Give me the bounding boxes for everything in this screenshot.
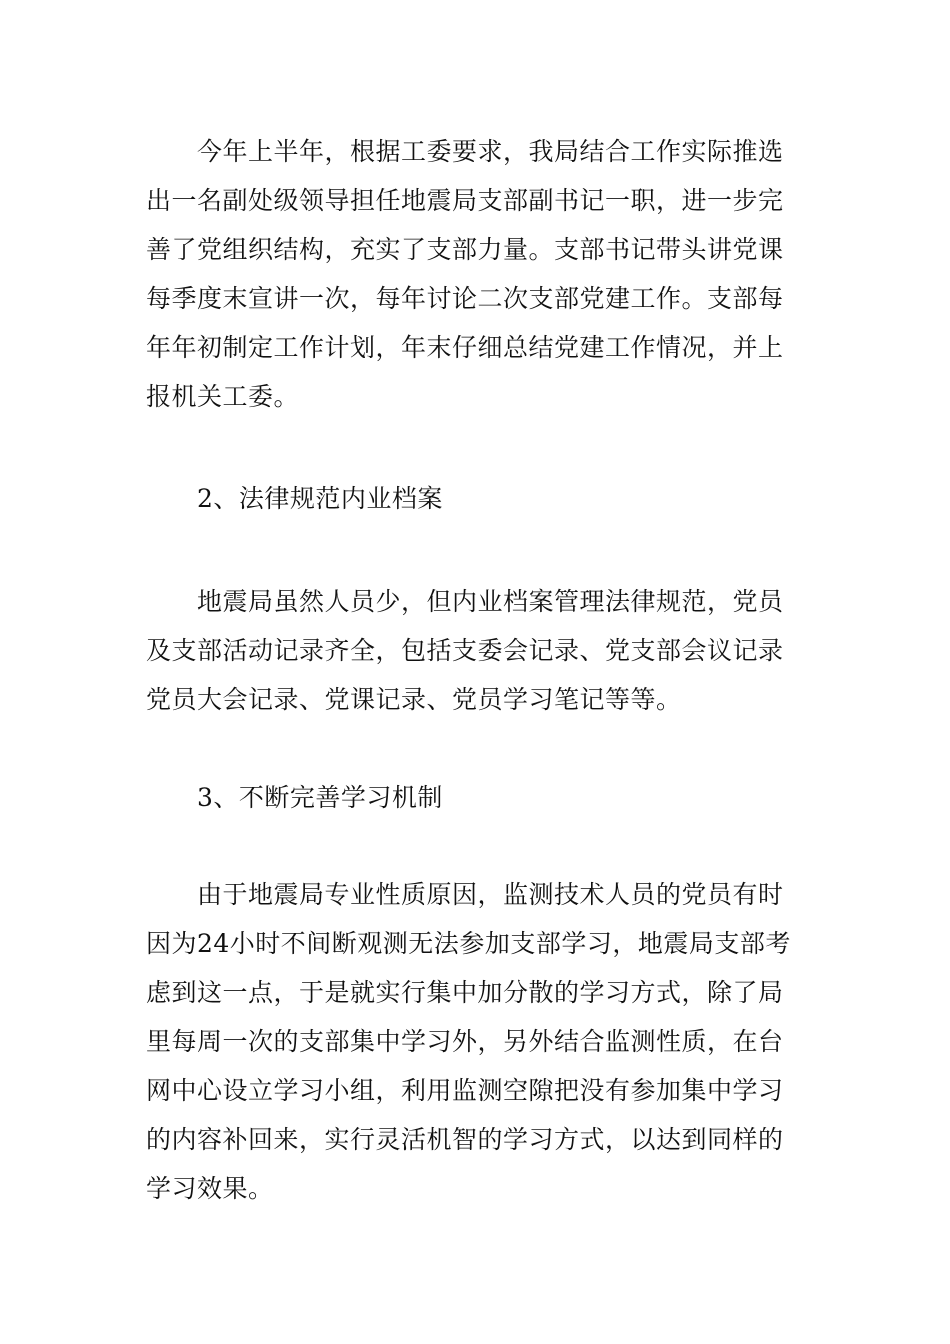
- heading-line: 3、不断完善学习机制: [146, 783, 443, 812]
- text-line: 出一名副处级领导担任地震局支部副书记一职，进一步完: [146, 186, 784, 215]
- text-line: 善了党组织结构，充实了支部力量。支部书记带头讲党课: [146, 235, 784, 264]
- text-line: 学习效果。: [146, 1174, 274, 1203]
- text-line: 网中心设立学习小组，利用监测空隙把没有参加集中学习: [146, 1076, 784, 1105]
- text-line: 里每周一次的支部集中学习外，另外结合监测性质，在台: [146, 1027, 784, 1056]
- text-line: 虑到这一点，于是就实行集中加分散的学习方式，除了局: [146, 978, 784, 1007]
- text-line: 及支部活动记录齐全，包括支委会记录、党支部会议记录: [146, 636, 784, 665]
- text-line: 今年上半年，根据工委要求，我局结合工作实际推选: [146, 137, 784, 166]
- section-heading-archives: [146, 474, 806, 523]
- paragraph-learning: [146, 870, 806, 1213]
- text-line: 党员大会记录、党课记录、党员学习笔记等等。: [146, 685, 682, 714]
- text-line: 由于地震局专业性质原因，监测技术人员的党员有时: [146, 880, 784, 909]
- text-line: 每季度末宣讲一次，每年讨论二次支部党建工作。支部每: [146, 284, 784, 313]
- text-line: 因为24小时不间断观测无法参加支部学习，地震局支部考: [146, 929, 791, 958]
- text-line: 报机关工委。: [146, 382, 300, 411]
- heading-line: 2、法律规范内业档案: [146, 484, 443, 513]
- section-heading-learning: [146, 773, 806, 822]
- text-line: 年年初制定工作计划，年末仔细总结党建工作情况，并上: [146, 333, 784, 362]
- paragraph-archives: [146, 577, 806, 724]
- paragraph-party-organization: [146, 127, 806, 421]
- text-line: 地震局虽然人员少，但内业档案管理法律规范，党员: [146, 587, 784, 616]
- text-line: 的内容补回来，实行灵活机智的学习方式，以达到同样的: [146, 1125, 784, 1154]
